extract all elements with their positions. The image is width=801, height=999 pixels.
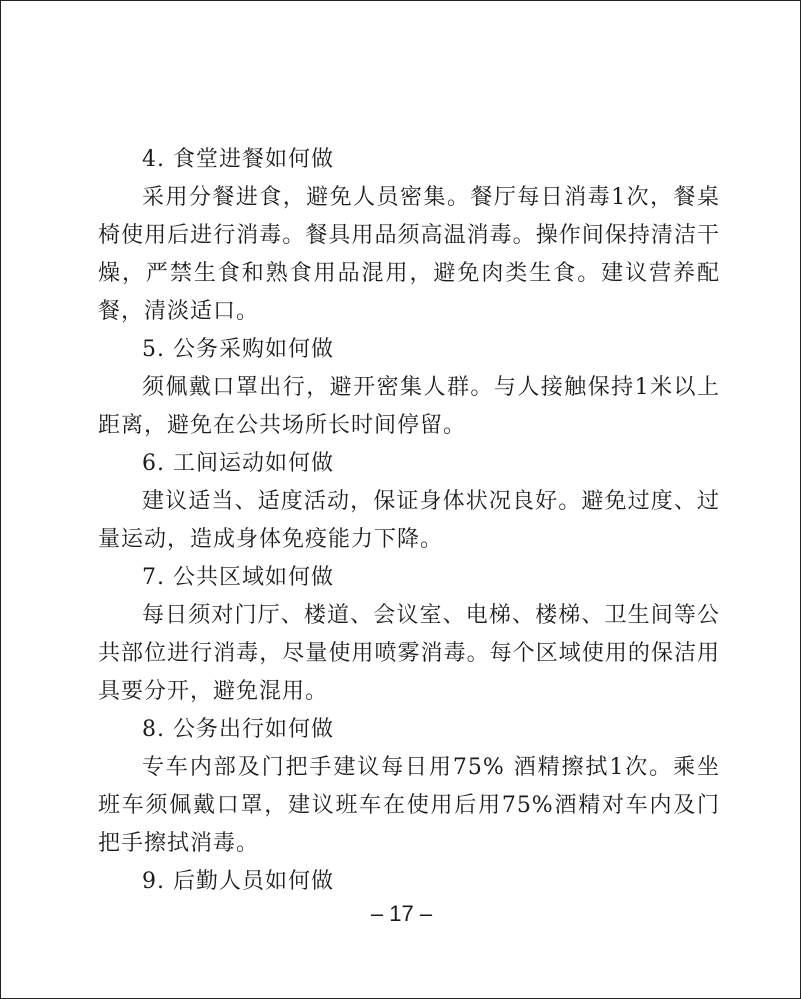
section-text-8: 专车内部及门把手建议每日用75% 酒精擦拭1次。乘坐班车须佩戴口罩，建议班车在使用后用75%酒精对车内及门把手擦拭消毒。 [98,755,720,856]
section-text-5: 须佩戴口罩出行，避开密集人群。与人接触保持1米以上距离，避免在公共场所长时间停留。 [98,375,720,438]
section-heading-6: 6. 工间运动如何做 [142,451,334,476]
section-heading-8: 8. 公务出行如何做 [142,717,334,742]
document-body [98,141,720,901]
section-heading-5: 5. 公务采购如何做 [142,337,334,362]
section-text-6: 建议适当、适度活动，保证身体状况良好。避免过度、过量运动，造成身体免疫能力下降。 [98,489,720,552]
section-heading-9: 9. 后勤人员如何做 [142,869,334,894]
section-text-7: 每日须对门厅、楼道、会议室、电梯、楼梯、卫生间等公共部位进行消毒，尽量使用喷雾消毒。每个区域使用的保洁用具要分开，避免混用。 [98,603,720,704]
section-heading-7: 7. 公共区域如何做 [142,565,334,590]
section-heading-4: 4. 食堂进餐如何做 [142,147,334,172]
page-number: – 17 – [370,901,433,926]
section-text-4: 采用分餐进食，避免人员密集。餐厅每日消毒1次，餐桌椅使用后进行消毒。餐具用品须高温消毒。操作间保持清洁干燥，严禁生食和熟食用品混用，避免肉类生食。建议营养配餐，清淡适口。 [98,185,720,324]
